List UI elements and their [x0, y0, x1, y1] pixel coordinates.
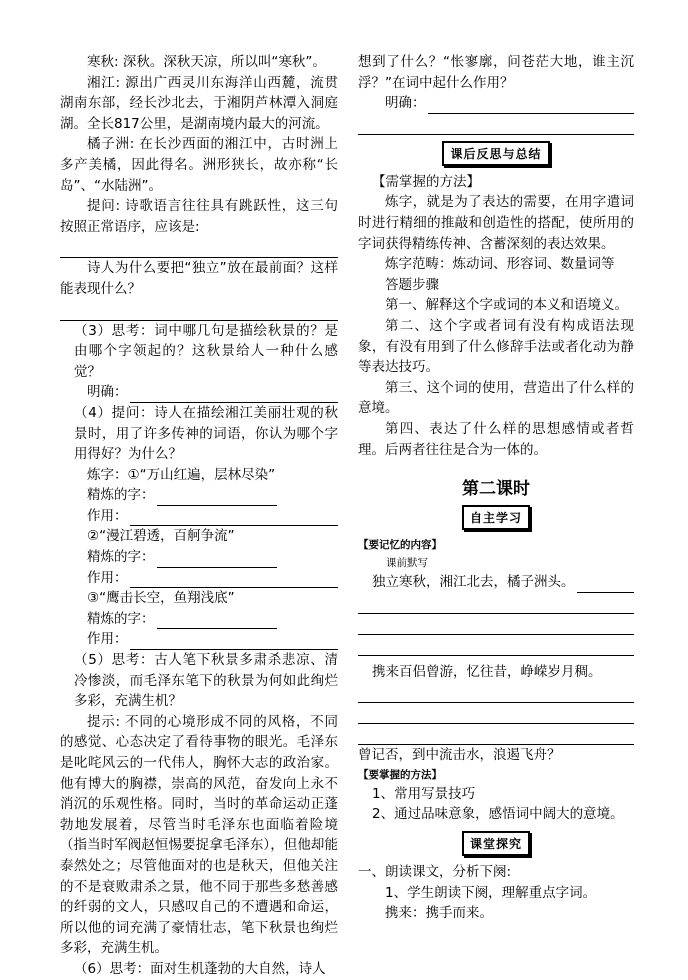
method-scope: 炼字范畴：炼动词、形容词、数量词等: [385, 256, 615, 273]
section-badge: [358, 505, 634, 530]
recite-label: 课前默写: [386, 557, 428, 570]
zuoyong-label: 作用：: [87, 507, 128, 524]
zuoyong-blank: [130, 511, 339, 526]
jinglian-row: [60, 547, 338, 568]
poem-line-2: 携来百侣曾游，忆往昔，峥嵘岁月稠。: [372, 663, 602, 680]
badge-inquiry: 课堂探究: [462, 831, 530, 856]
lianzi-1: 炼字：①“万山红遍，层林尽染”: [87, 466, 276, 483]
jinglian-row: [60, 609, 338, 630]
question-5: （5）思考：古人笔下秋景多肃杀悲凉、清冷惨淡，而毛泽东笔下的秋景为何如此绚烂多彩，充满生机？: [74, 652, 338, 710]
zuoyong-label: 作用：: [87, 569, 128, 586]
answer-label: 明确：: [87, 384, 128, 401]
recite-line: [358, 724, 634, 745]
question-word-order: 提问: 诗歌语言往往具有跳跃性，这三句按照正常语序，应该是:: [60, 198, 338, 235]
skill-1: 1、常用写景技巧: [372, 785, 476, 802]
answer-blank: [130, 388, 339, 403]
badge-self-study: 自主学习: [462, 505, 530, 530]
recite-blank: [577, 578, 635, 593]
method-step-2: 第二、这个字或者词有没有构成语法现象，有没有用到了什么修辞手法或者化动为静等表达技巧。: [358, 317, 634, 376]
zuoyong-row: [60, 568, 338, 589]
hint-paragraph: 提示: 不同的心境形成不同的风格，不同的感觉、心态决定了看待事物的眼光。毛泽东是叱咤风云的一代伟人，胸怀大志的政治家。他有博大的胸襟，崇高的风范，奋发向上永不消沉的乐观性格。同时，当时的革命运动正蓬勃地发展着，尽管当时毛泽东也面临着险境（指当时军阀赵恒惕要捉拿毛泽东），但他却能泰然处之；尽管他面对的也是秋天，但他关注的不是衰败肃杀之景，他不同于那些多愁善感的纤弱的文人，只感叹自己的不遭遇和命运，所以他的词充满了豪情壮志，笔下秋景也绚烂多彩，充满生机。: [60, 713, 338, 957]
lesson-2-title: 第二课时: [462, 479, 530, 500]
jinglian-blank: [157, 553, 277, 568]
answer-row: [358, 93, 634, 114]
answer-blank: [428, 99, 635, 114]
left-column: [60, 52, 338, 980]
jinglian-row: [60, 485, 338, 506]
recite-line-1: [358, 572, 634, 593]
section-badge: [358, 141, 634, 166]
jinglian-blank: [157, 614, 277, 629]
jinglian-blank: [157, 491, 277, 506]
answer-label: 明确：: [385, 95, 426, 112]
method-definition: 炼字，就是为了表达的需要，在用字遣词时进行精细的推敲和创造性的搭配，使所用的字词获得精练传神、含蓄深刻的表达效果。: [358, 194, 634, 252]
recite-line: [358, 614, 634, 635]
section-badge: [358, 831, 634, 856]
recite-line: [358, 593, 634, 614]
zuoyong-row: [60, 629, 338, 650]
method-step-4: 第四、表达了什么样的思想感情或者哲理。后两者往往是合为一体的。: [358, 420, 634, 458]
answer-line: [60, 237, 338, 258]
master-title: 【要掌握的方法】: [358, 768, 442, 781]
right-column: [358, 52, 634, 924]
question-3: （3）思考：词中哪几句是描绘秋景的？是由哪个字领起的？这秋景给人一种什么感觉？: [74, 322, 338, 380]
skill-2: 2、通过品味意象，感悟词中阔大的意境。: [372, 806, 624, 823]
poem-line: 独立寒秋，湘江北去，橘子洲头。: [372, 574, 575, 591]
note-xiangjiang: 湘江: 源出广西灵川东海洋山西麓，流贯湖南东部，经长沙北去，于湘阴芦林潭入洞庭湖。全长817公里，是湖南境内最大的河流。: [60, 74, 338, 132]
jinglian-label: 精炼的字：: [87, 549, 155, 566]
step-1-item: 1、学生朗读下阕，理解重点字词。: [385, 884, 597, 901]
zuoyong-blank: [130, 635, 339, 650]
method-step-1: 第一、解释这个字或词的本义和语境义。: [385, 297, 628, 314]
question-6: （6）思考：面对生机蓬勃的大自然，诗人: [74, 960, 326, 977]
method-step-3: 第三、这个词的使用，营造出了什么样的意境。: [358, 379, 634, 417]
note-juzizhou: 橘子洲: 在长沙西面的湘江中，古时洲上多产美橘，因此得名。洲形狭长，故亦称“长岛”、“水陆洲”。: [60, 136, 338, 194]
jinglian-label: 精炼的字：: [87, 610, 155, 627]
method-title: 【需掌握的方法】: [372, 173, 480, 190]
poem-line-3: 曾记否，到中流击水，浪遏飞舟？: [358, 747, 561, 764]
zuoyong-blank: [130, 573, 339, 588]
answer-row: [60, 382, 338, 403]
vocab-xielai: 携来：携手而来。: [385, 905, 493, 922]
note-hanqiu: 寒秋: 深秋。深秋天凉，所以叫“寒秋”。: [87, 54, 326, 70]
zuoyong-row: [60, 506, 338, 527]
question-4: （4）提问：诗人在描绘湘江美丽壮观的秋景时，用了许多传神的词语，你认为哪个字用得好？为什么？: [74, 404, 338, 463]
step-1-heading: 一、朗读课文，分析下阕:: [358, 864, 512, 881]
recite-line: [358, 682, 634, 703]
question-duli: 诗人为什么要把“独立”放在最前面？这样能表现什么？: [60, 260, 338, 297]
answer-line: [358, 114, 634, 135]
answer-line: [60, 300, 338, 321]
recite-line: [358, 635, 634, 656]
jinglian-label: 精炼的字：: [87, 487, 155, 504]
question-6-continued: 想到了什么？“怅寥廓，问苍茫大地，谁主沉浮？”在词中起什么作用？: [358, 54, 634, 91]
badge-reflection: 课后反思与总结: [442, 141, 549, 166]
lianzi-3: ③“鹰击长空，鱼翔浅底”: [87, 590, 235, 607]
lianzi-2: ②“漫江碧透，百舸争流”: [87, 528, 235, 545]
method-steps: 答题步骤: [385, 276, 439, 293]
recite-line: [358, 703, 634, 724]
remember-title: 【要记忆的内容】: [358, 539, 442, 552]
zuoyong-label: 作用：: [87, 631, 128, 648]
